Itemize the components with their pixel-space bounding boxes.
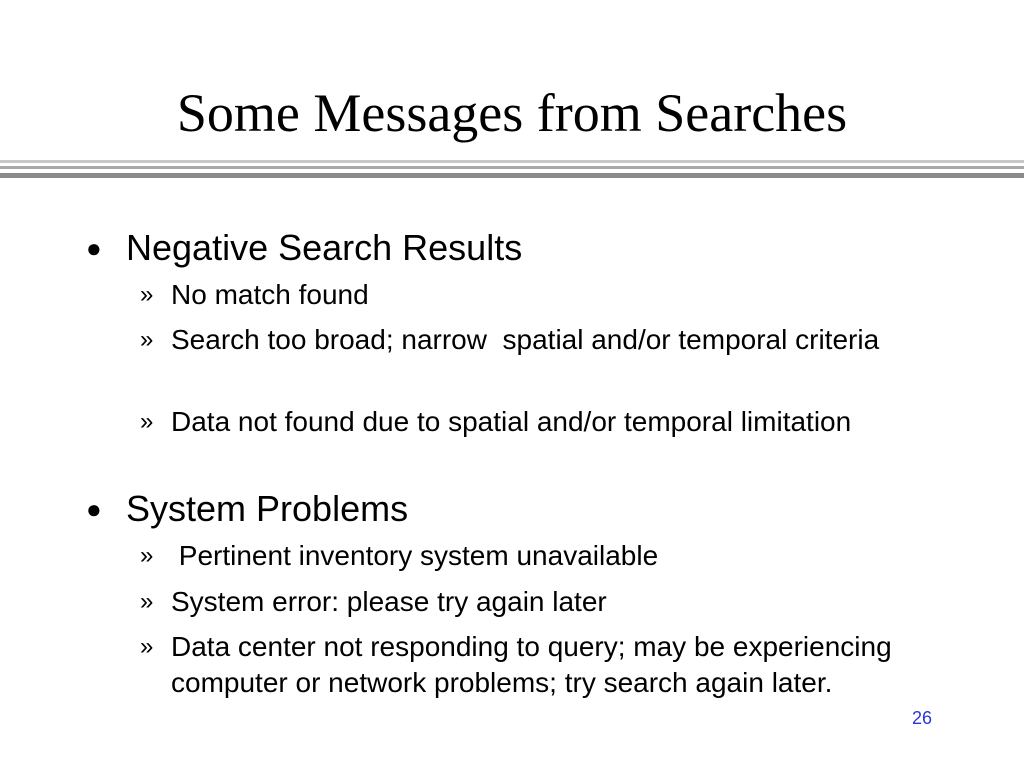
sub-item [140, 277, 940, 313]
sub-item [140, 629, 900, 701]
sub-item [140, 538, 940, 574]
sub-item-text: Pertinent inventory system unavailable [171, 540, 659, 571]
double-chevron-icon: » [140, 408, 154, 435]
bullet-dot-icon: ● [86, 233, 102, 263]
double-chevron-icon: » [140, 326, 154, 353]
sub-item [140, 404, 940, 440]
sub-item [140, 584, 940, 620]
slide-title: Some Messages from Searches [176, 83, 848, 143]
sub-item-text: System error: please try again later [171, 586, 607, 617]
sub-item-text: Data not found due to spatial and/or temporal limitation [171, 406, 852, 437]
bullet-label: Negative Search Results [126, 227, 523, 268]
page-number: 26 [912, 708, 933, 728]
bullet-dot-icon: ● [86, 494, 102, 524]
double-chevron-icon: » [140, 542, 154, 569]
sub-item-text: Search too broad; narrow spatial and/or temporal criteria [171, 324, 880, 355]
double-chevron-icon: » [140, 588, 154, 615]
sub-item-text: No match found [171, 279, 369, 310]
sub-item-text: Data center not responding to query; may be experiencing computer or network problems; try search again later. [171, 631, 900, 698]
double-chevron-icon: » [140, 633, 154, 660]
bullet-negative-search-results [86, 228, 522, 268]
bullet-system-problems [86, 489, 408, 529]
sub-item [140, 322, 940, 358]
bullet-label: System Problems [126, 488, 409, 529]
double-chevron-icon: » [140, 281, 154, 308]
